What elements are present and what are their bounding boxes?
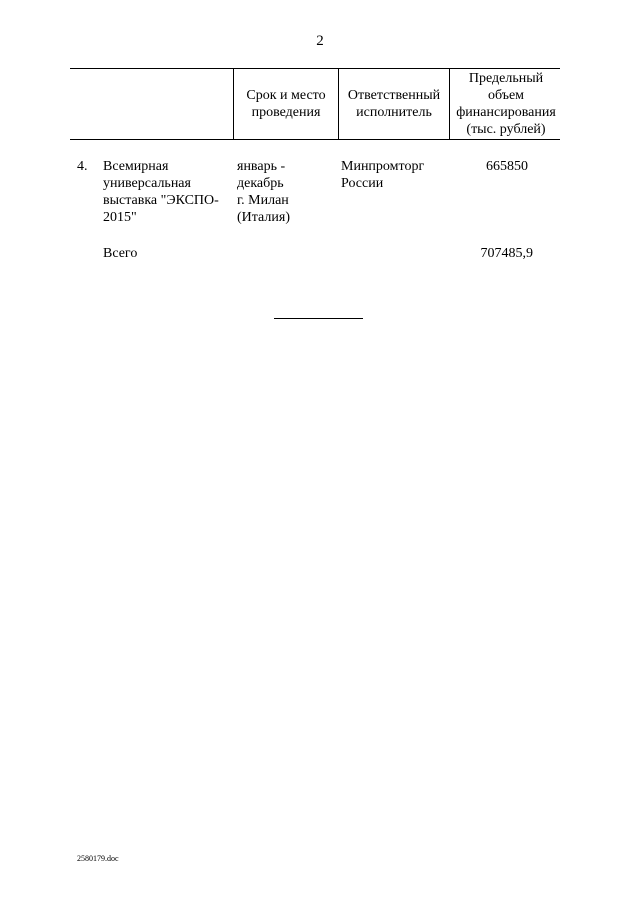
total-value: 707485,9 <box>480 246 533 261</box>
column-divider-1 <box>233 69 234 139</box>
footer-filename: 2580179.doc <box>77 854 119 863</box>
event-funding: 665850 <box>486 159 528 174</box>
header-responsible: Ответственный исполнитель <box>347 88 441 120</box>
closing-rule <box>274 318 363 319</box>
page-number: 2 <box>316 33 324 49</box>
total-label: Всего <box>103 246 138 261</box>
row-number: 4. <box>77 159 88 174</box>
header-when-where: Срок и место проведения <box>246 88 326 120</box>
table-header-bottom-rule <box>70 139 560 140</box>
header-funding: Предельный объем финансирования (тыс. рублей) <box>456 71 556 137</box>
column-divider-2 <box>338 69 339 139</box>
column-divider-3 <box>449 69 450 139</box>
table-top-rule <box>70 68 560 69</box>
